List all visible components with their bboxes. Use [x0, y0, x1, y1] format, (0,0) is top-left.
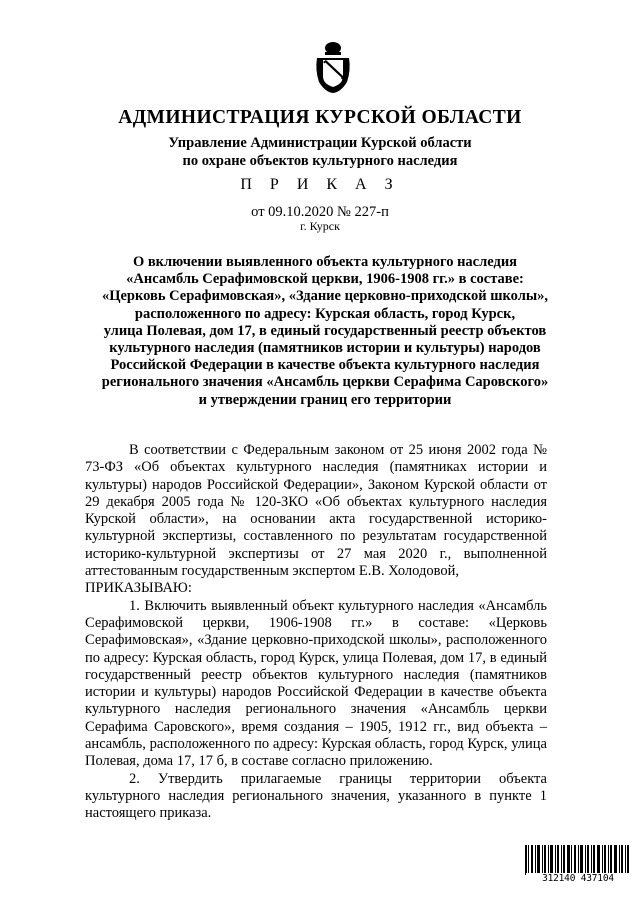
title-line: и утверждении границ его территории — [198, 391, 452, 408]
title-line: улица Полевая, дом 17, в единый государственный реестр объектов — [103, 322, 547, 339]
city: г. Курск — [300, 219, 340, 233]
order-item-2: 2. Утвердить прилагаемые границы территории объекта культурного наследия регионального значения, указанного в пункте 1 настоящего приказа. — [85, 770, 547, 822]
order-item-1: 1. Включить выявленный объект культурного наследия «Ансамбль Серафимовской церкви, 1906-1908 гг.» в составе: «Церковь Серафимовская», «Здание церковно-приходской школы», расположенного по адресу: Курская область, город Курск, улица Полевая, дом 17, в единый государственный реестр объектов культурного наследия (памятников истории и культуры) народов Российской Федерации в качестве объекта культурного наследия регионального значения «Ансамбль церкви Серафима Саровского», время создания – 1905, 1912 гг., вид объекта – ансамбль, расположенного по адресу: Курская область, город Курск, улица Полевая, дома 17, 17 б, в составе согласно приложению. — [85, 597, 547, 770]
department-line-1: Управление Администрации Курской области — [168, 135, 472, 151]
department-line-2: по охране объектов культурного наследия — [182, 153, 458, 169]
document-body — [85, 442, 547, 823]
organization-name: АДМИНИСТРАЦИЯ КУРСКОЙ ОБЛАСТИ — [118, 107, 522, 128]
document-title — [100, 254, 550, 409]
title-line: «Церковь Серафимовская», «Здание церковно-приходской школы», — [101, 288, 549, 305]
title-line: «Ансамбль Серафимовской церкви, 1906-1908 гг.» в составе: — [126, 271, 524, 288]
document-type: П Р И К А З — [240, 176, 400, 193]
preamble-paragraph: В соответствии с Федеральным законом от 25 июня 2002 года № 73-ФЗ «Об объектах культурного наследия (памятниках истории и культуры) народов Российской Федерации», Законом Курской области от 29 декабря 2005 года № 120-ЗКО «Об объектах культурного наследия Курской области», на основании акта государственной историко-культурной экспертизы, составленного по результатам государственной историко-культурной экспертизы от 27 мая 2020 г., выполненной аттестованным государственным экспертом Е.В. Холодовой, — [85, 442, 547, 580]
order-word: ПРИКАЗЫВАЮ: — [85, 580, 192, 597]
coat-of-arms-icon — [313, 40, 353, 94]
title-line: О включении выявленного объекта культурного наследия — [132, 254, 518, 270]
date-and-number: от 09.10.2020 № 227-п — [251, 204, 389, 220]
department-name — [0, 134, 640, 170]
title-line: расположенного по адресу: Курская область, город Курск, — [134, 305, 516, 322]
title-line: регионального значения «Ансамбль церкви Серафима Саровского» — [101, 374, 549, 391]
title-line: Российской Федерации в качестве объекта культурного наследия — [110, 357, 540, 374]
title-line: культурного наследия (памятников истории и культуры) народов — [109, 340, 541, 357]
barcode-number: 312140 437104 — [526, 873, 630, 884]
